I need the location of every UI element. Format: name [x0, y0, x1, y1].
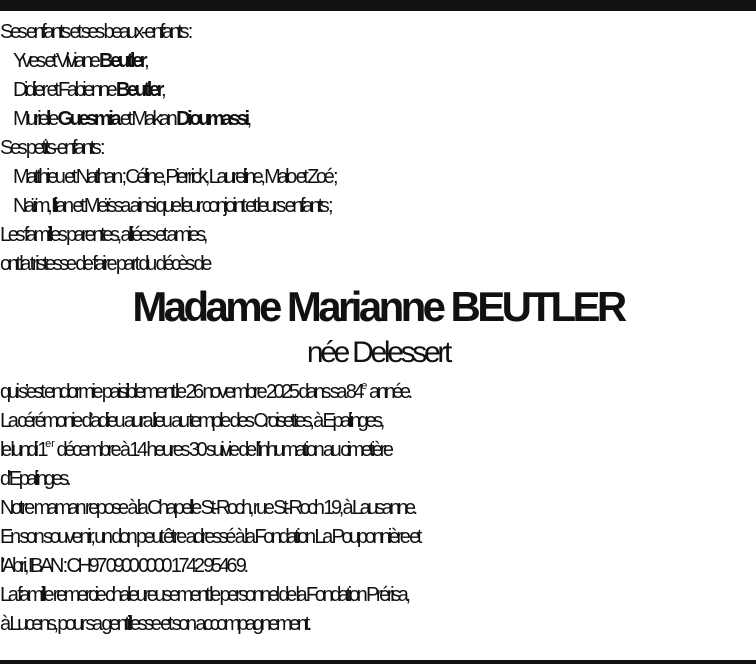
ceremony-date-line	[0, 436, 756, 465]
child-first-names: Murielle	[13, 108, 58, 130]
grandchildren-heading: Ses petits-enfants :	[0, 137, 103, 159]
burial-place-line: d’Epalinges.	[0, 468, 69, 490]
punctuation: ,	[161, 79, 164, 101]
child-conjunction: et Makan	[118, 108, 177, 130]
thanks-line-end: à Lucens, pour sa gentillesse et son accompagnement.	[0, 613, 309, 635]
grandchildren-line: Matthieu et Nathan ; Céline, Pierrick, Laureline, Malo et Zoé ;	[13, 166, 336, 188]
top-border-rule	[0, 0, 756, 11]
child-first-names: Didier et Fabienne	[13, 79, 116, 101]
passing-text-end: année.	[367, 381, 410, 403]
child-line	[0, 47, 756, 76]
ceremony-line: La cérémonie d’adieu aura lieu au temple des Croisettes, à Epalinges,	[0, 410, 382, 432]
child-surname: Dioumassi	[176, 108, 247, 130]
ceremony-date-text-end: décembre à 14 heures 30 suivie de l’inhumation au cimetière	[54, 439, 391, 461]
punctuation: ,	[144, 50, 147, 72]
bottom-border-rule	[0, 660, 756, 664]
announcement-line: ont la tristesse de faire part du décès de	[0, 253, 209, 275]
passing-text: qui s’est endormie paisiblement le 26 novembre 2025 dans sa 84	[0, 381, 362, 403]
punctuation: ,	[246, 108, 249, 130]
child-surname: Guesmia	[57, 108, 119, 130]
child-surname: Beutler	[99, 50, 145, 72]
death-notice	[0, 18, 756, 639]
child-surname: Beutler	[115, 79, 161, 101]
child-line	[0, 76, 756, 105]
thanks-line: La famille remercie chaleureusement le personnel de la Fondation Prérisa,	[0, 584, 408, 606]
relatives-line: Les familles parentes, alliées et amies,	[0, 224, 205, 246]
passing-line	[0, 378, 756, 407]
children-heading: Ses enfants et ses beaux-enfants :	[0, 21, 190, 43]
iban-line: l’Abri, IBAN : CH97 0900 0000 1742 9546 9.	[0, 555, 246, 577]
ordinal-suffix: er	[45, 438, 55, 450]
child-line	[0, 105, 756, 134]
ceremony-date-text: le lundi 1	[0, 439, 46, 461]
grandchildren-line: Naïm, Ilian et Meïssa ainsi que leur conjoint et leurs enfants ;	[13, 195, 331, 217]
resting-place-line: Notre maman repose à la Chapelle St-Roch, rue St-Roch 19, à Lausanne.	[0, 497, 415, 519]
donation-line: En son souvenir, un don peut être adressé à la Fondation La Pouponnière et	[0, 526, 420, 548]
deceased-name: Madame Marianne BEUTLER	[132, 283, 624, 330]
ordinal-suffix: e	[361, 380, 368, 392]
maiden-name: née Delessert	[306, 336, 450, 369]
child-first-names: Yves et Viviane	[13, 50, 100, 72]
